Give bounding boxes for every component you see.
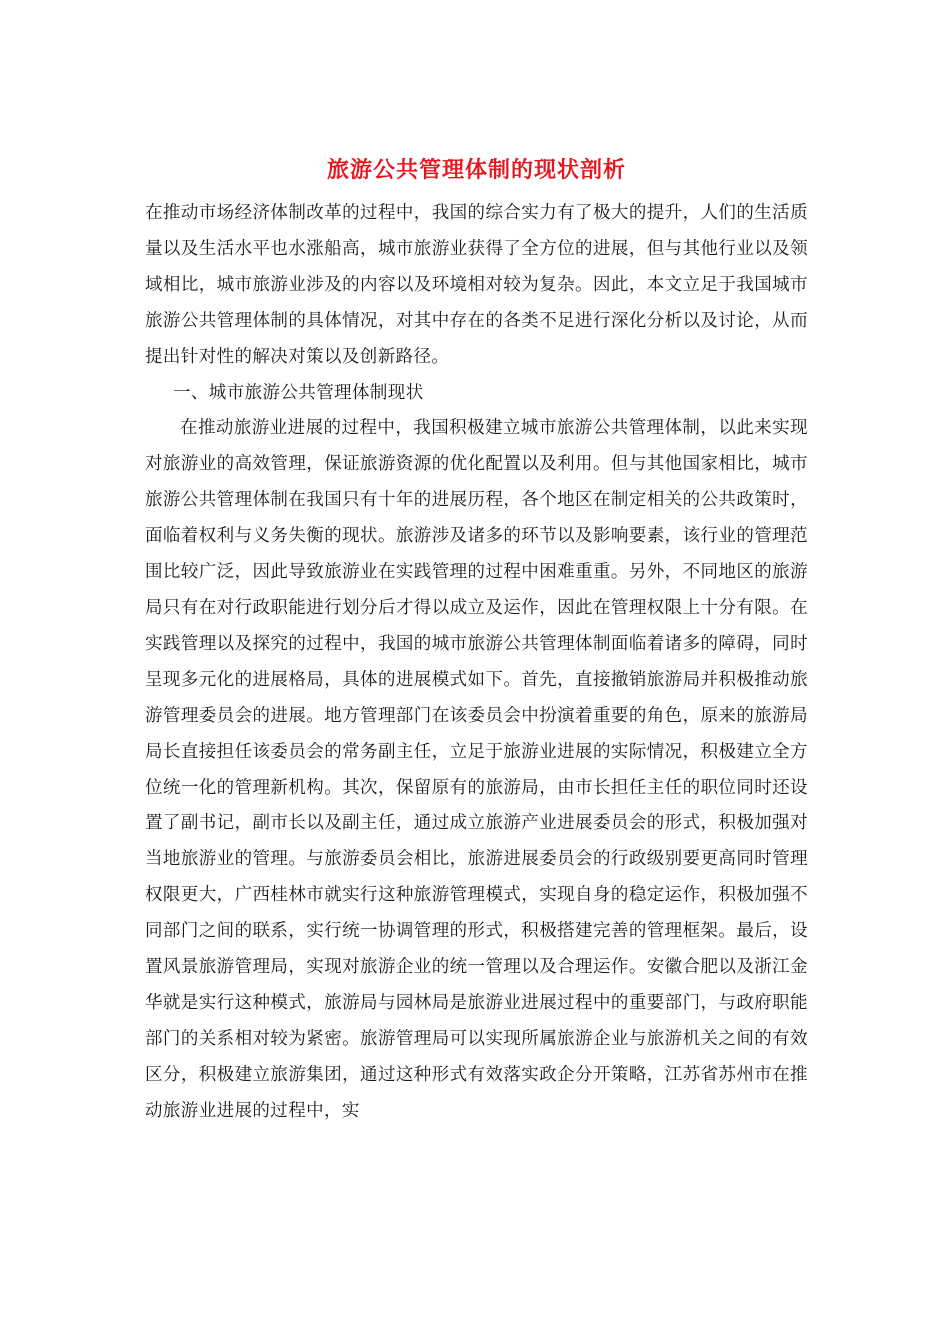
body-paragraph: 在推动旅游业进展的过程中，我国积极建立城市旅游公共管理体制，以此来实现对旅游业的高效管理，保证旅游资源的优化配置以及利用。但与其他国家相比，城市旅游公共管理体制在我国只有十年的进展历程，各个地区在制定相关的公共政策时，面临着权利与义务失衡的现状。旅游涉及诸多的环节以及影响要素，该行业的管理范围比较广泛，因此导致旅游业在实践管理的过程中困难重重。另外，不同地区的旅游局只有在对行政职能进行划分后才得以成立及运作，因此在管理权限上十分有限。在实践管理以及探究的过程中，我国的城市旅游公共管理体制面临着诸多的障碍，同时呈现多元化的进展格局，具体的进展模式如下。首先，直接撤销旅游局并积极推动旅游管理委员会的进展。地方管理部门在该委员会中扮演着重要的角色，原来的旅游局局长直接担任该委员会的常务副主任，立足于旅游业进展的实际情况，积极建立全方位统一化的管理新机构。其次，保留原有的旅游局，由市长担任主任的职位同时还设置了副书记，副市长以及副主任，通过成立旅游产业进展委员会的形式，积极加强对当地旅游业的管理。与旅游委员会相比，旅游进展委员会的行政级别要更高同时管理权限更大，广西桂林市就实行这种旅游管理模式，实现自身的稳定运作，积极加强不同部门之间的联系，实行统一协调管理的形式，积极搭建完善的管理框架。最后，设置风景旅游管理局，实现对旅游企业的统一管理以及合理运作。安徽合肥以及浙江金华就是实行这种模式，旅游局与园林局是旅游业进展过程中的重要部门，与政府职能部门的关系相对较为紧密。旅游管理局可以实现所属旅游企业与旅游机关之间的有效区分，积极建立旅游集团，通过这种形式有效落实政企分开策略，江苏省苏州市在推动旅游业进展的过程中，实 <box>145 418 808 1121</box>
document-title: 旅游公共管理体制的现状剖析 <box>326 157 626 183</box>
intro-paragraph: 在推动市场经济体制改革的过程中，我国的综合实力有了极大的提升，人们的生活质量以及生活水平也水涨船高，城市旅游业获得了全方位的进展，但与其他行业以及领域相比，城市旅游业涉及的内容以及环境相对较为复杂。因此，本文立足于我国城市旅游公共管理体制的具体情况，对其中存在的各类不足进行深化分析以及讨论，从而提出针对性的解决对策以及创新路径。 <box>145 203 808 367</box>
section-heading: 一、城市旅游公共管理体制现状 <box>173 382 424 403</box>
